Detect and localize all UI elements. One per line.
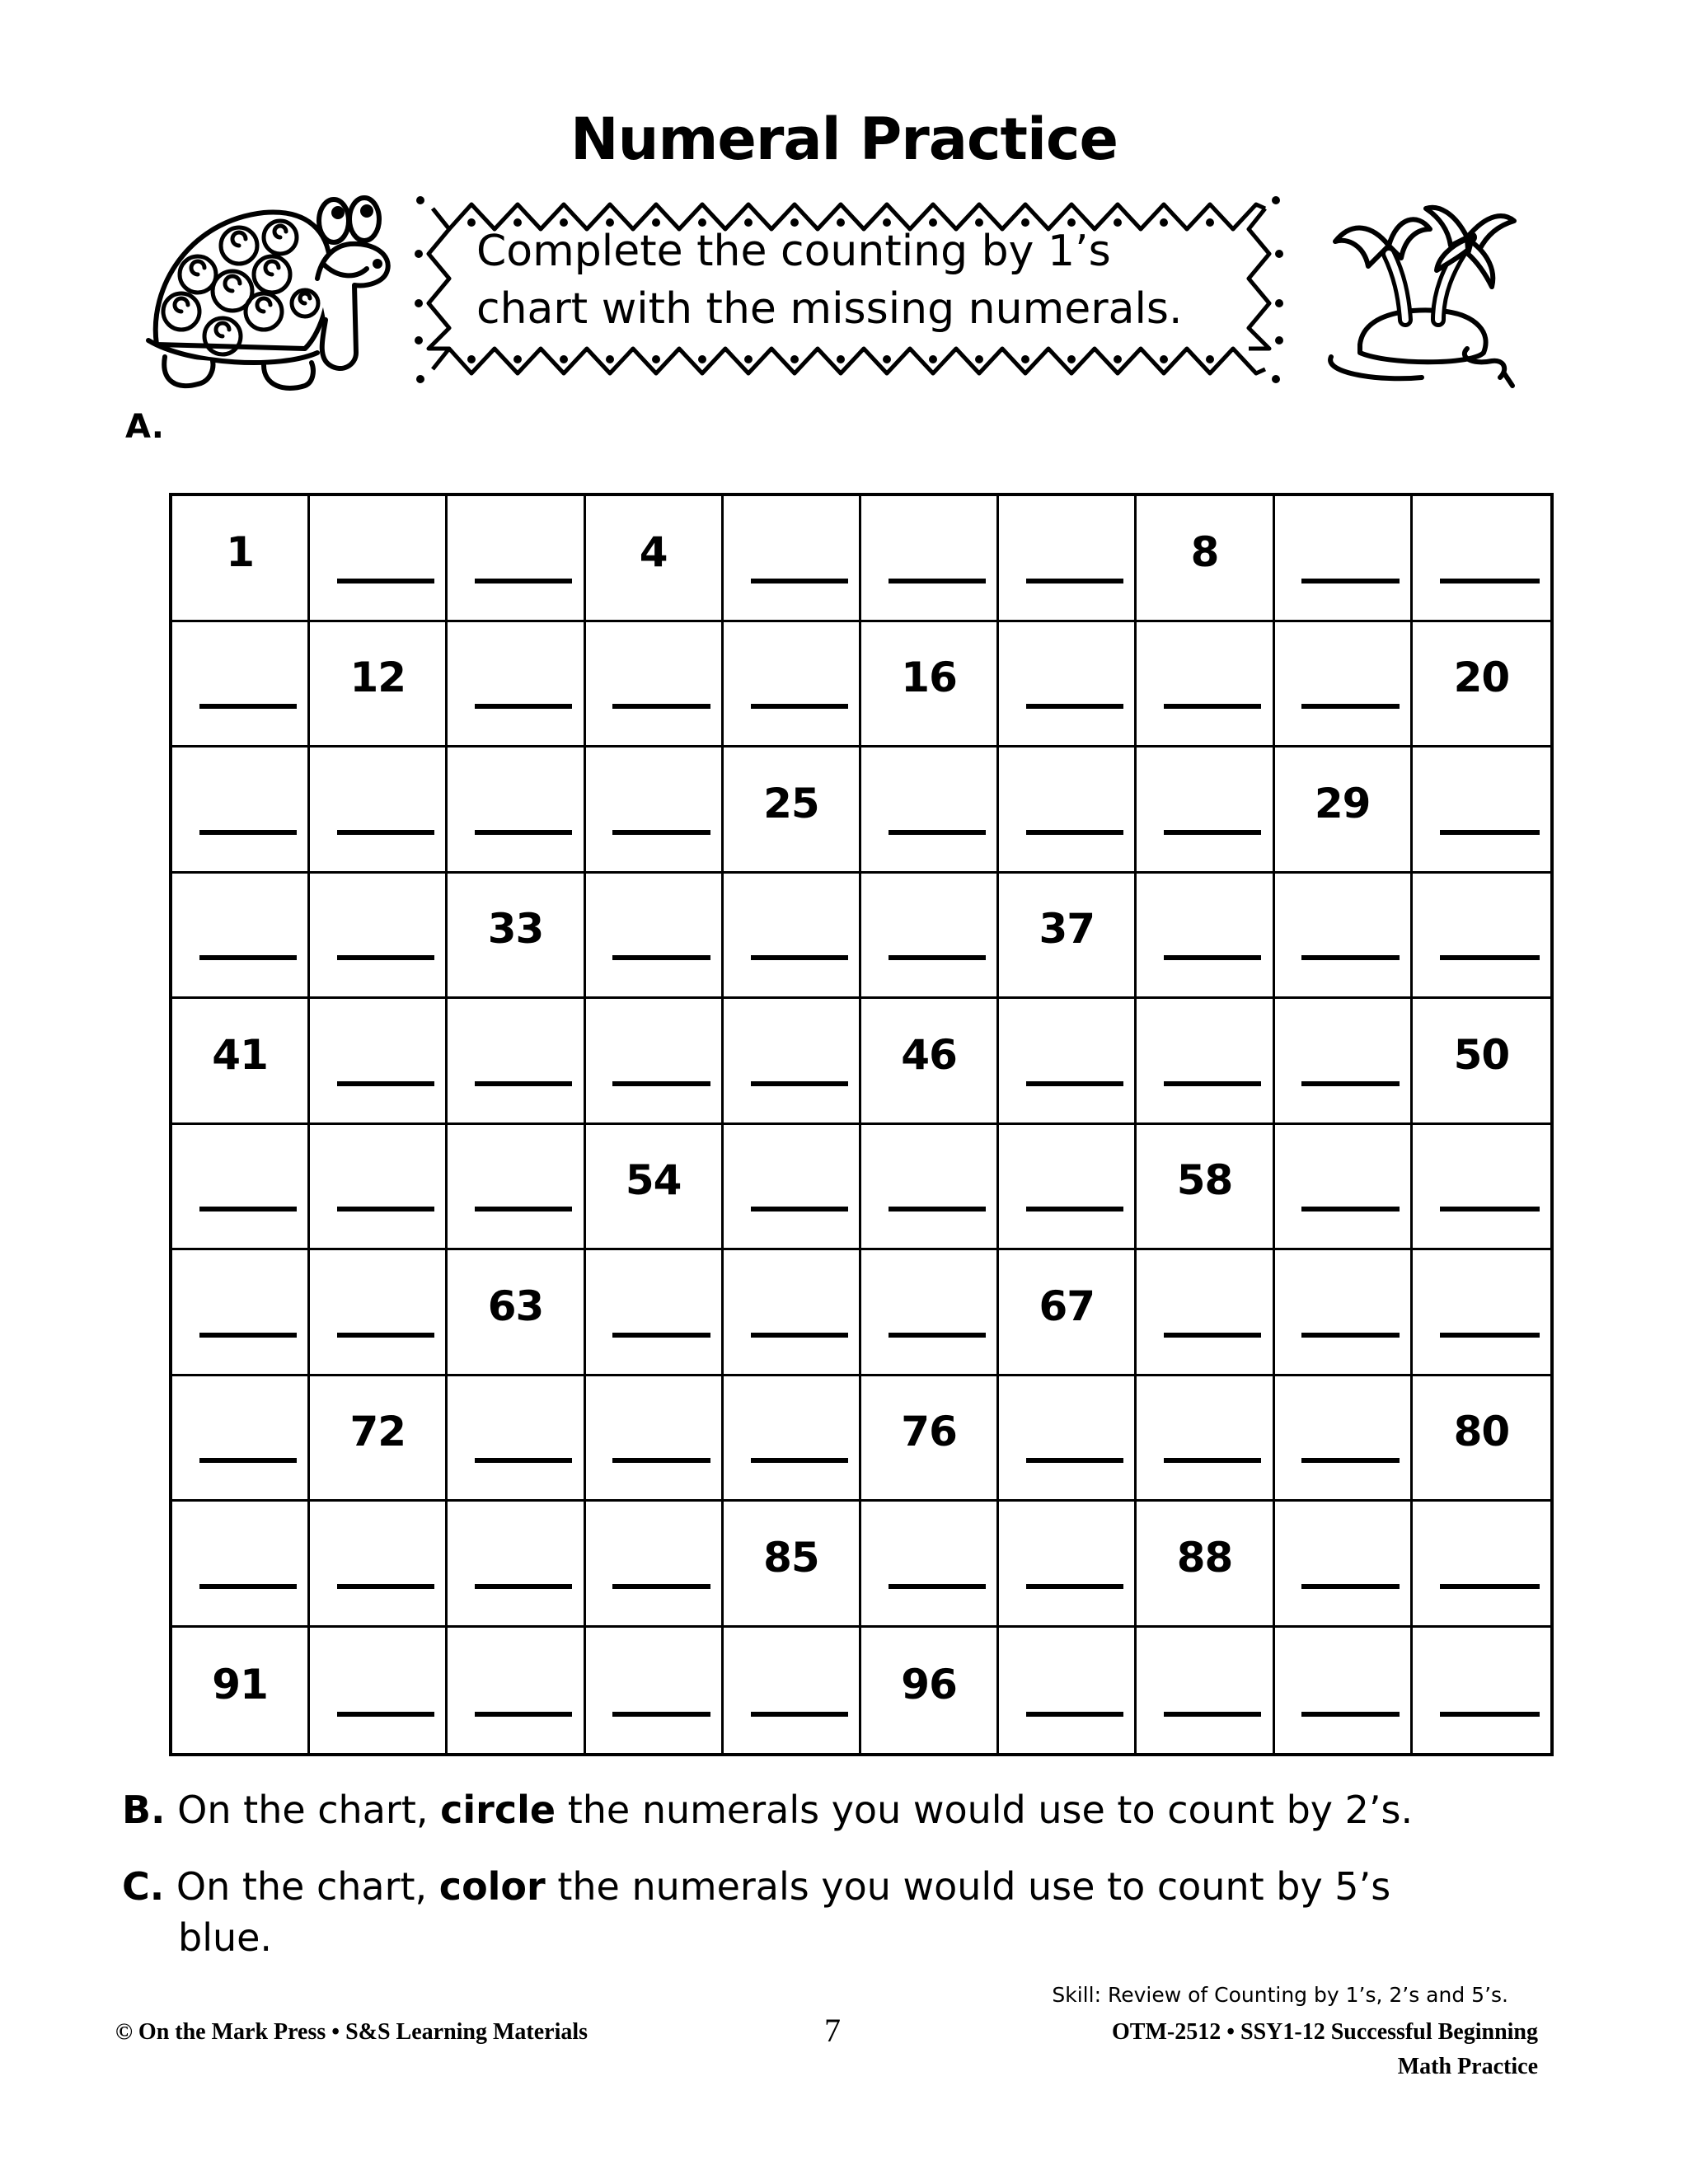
answer-blank[interactable] <box>612 1081 710 1086</box>
answer-blank[interactable] <box>1026 579 1123 583</box>
given-numeral: 46 <box>901 1030 957 1079</box>
chart-cell <box>448 874 585 1000</box>
answer-blank[interactable] <box>1301 1081 1399 1086</box>
chart-cell[interactable] <box>1275 496 1413 622</box>
answer-blank[interactable] <box>751 1712 848 1717</box>
chart-cell <box>172 496 310 622</box>
chart-cell[interactable] <box>448 622 585 748</box>
chart-cell[interactable] <box>310 1125 448 1251</box>
chart-cell[interactable] <box>724 496 861 622</box>
given-numeral: 54 <box>625 1156 682 1205</box>
given-numeral: 50 <box>1453 1030 1510 1079</box>
skill-note: Skill: Review of Counting by 1’s, 2’s and 5’s. <box>1052 1983 1508 2007</box>
chart-cell[interactable] <box>1137 1376 1274 1502</box>
answer-blank[interactable] <box>199 1584 297 1589</box>
chart-cell[interactable] <box>172 1125 310 1251</box>
banner-text <box>476 223 1183 338</box>
answer-blank[interactable] <box>199 1207 297 1212</box>
given-numeral: 1 <box>226 527 254 576</box>
instruction-b-bold: circle <box>440 1788 556 1832</box>
answer-blank[interactable] <box>475 579 572 583</box>
instruction-banner <box>412 188 1286 390</box>
chart-cell[interactable] <box>1413 1628 1550 1754</box>
answer-blank[interactable] <box>1164 704 1261 709</box>
chart-cell[interactable] <box>1413 1502 1550 1628</box>
given-numeral: 20 <box>1453 654 1510 702</box>
answer-blank[interactable] <box>337 1207 434 1212</box>
palm-island-icon <box>1306 188 1517 390</box>
chart-cell[interactable] <box>999 1376 1137 1502</box>
chart-cell[interactable] <box>1413 1250 1550 1376</box>
chart-cell <box>1137 1502 1274 1628</box>
chart-cell <box>1413 622 1550 748</box>
answer-blank[interactable] <box>1301 1584 1399 1589</box>
chart-cell[interactable] <box>1275 1250 1413 1376</box>
answer-blank[interactable] <box>612 704 710 709</box>
chart-cell <box>861 1628 999 1754</box>
given-numeral: 41 <box>212 1030 268 1079</box>
given-numeral: 12 <box>349 654 406 702</box>
instruction-c-continuation: blue. <box>178 1915 273 1960</box>
chart-cell[interactable] <box>172 622 310 748</box>
answer-blank[interactable] <box>889 579 986 583</box>
given-numeral: 58 <box>1176 1156 1233 1205</box>
chart-cell[interactable] <box>448 748 585 874</box>
answer-blank[interactable] <box>612 1712 710 1717</box>
answer-blank[interactable] <box>1026 830 1123 835</box>
chart-cell[interactable] <box>172 874 310 1000</box>
chart-cell[interactable] <box>172 1502 310 1628</box>
chart-cell[interactable] <box>1275 874 1413 1000</box>
answer-blank[interactable] <box>337 830 434 835</box>
answer-blank[interactable] <box>1026 1584 1123 1589</box>
answer-blank[interactable] <box>889 1333 986 1338</box>
chart-cell[interactable] <box>1413 748 1550 874</box>
answer-blank[interactable] <box>475 830 572 835</box>
answer-blank[interactable] <box>1026 704 1123 709</box>
instruction-b-pre: On the chart, <box>177 1788 441 1832</box>
answer-blank[interactable] <box>337 955 434 960</box>
chart-cell <box>724 748 861 874</box>
answer-blank[interactable] <box>1164 1333 1261 1338</box>
chart-cell[interactable] <box>724 1250 861 1376</box>
chart-cell[interactable] <box>999 496 1137 622</box>
instruction-c-pre: On the chart, <box>176 1864 439 1909</box>
answer-blank[interactable] <box>612 1458 710 1463</box>
given-numeral: 80 <box>1453 1408 1510 1456</box>
chart-cell[interactable] <box>172 748 310 874</box>
answer-blank[interactable] <box>475 1584 572 1589</box>
answer-blank[interactable] <box>612 830 710 835</box>
chart-cell <box>1137 1125 1274 1251</box>
chart-cell[interactable] <box>448 1376 585 1502</box>
chart-cell[interactable] <box>861 1502 999 1628</box>
page-title: Numeral Practice <box>570 105 1118 173</box>
answer-blank[interactable] <box>1440 955 1539 960</box>
chart-cell[interactable] <box>861 496 999 622</box>
product-line-2: Math Practice <box>1397 2054 1538 2079</box>
chart-cell <box>861 999 999 1125</box>
given-numeral: 8 <box>1190 527 1219 576</box>
chart-cell[interactable] <box>999 622 1137 748</box>
answer-blank[interactable] <box>1164 1712 1261 1717</box>
answer-blank[interactable] <box>1026 1712 1123 1717</box>
given-numeral: 85 <box>763 1533 819 1582</box>
chart-cell[interactable] <box>1137 874 1274 1000</box>
chart-cell[interactable] <box>999 999 1137 1125</box>
chart-cell[interactable] <box>310 748 448 874</box>
answer-blank[interactable] <box>1026 1207 1123 1212</box>
instruction-c-bold: color <box>438 1864 546 1909</box>
given-numeral: 25 <box>763 779 819 827</box>
chart-cell[interactable] <box>1413 496 1550 622</box>
counting-chart <box>169 493 1554 1756</box>
chart-cell[interactable] <box>310 1502 448 1628</box>
chart-cell[interactable] <box>448 999 585 1125</box>
given-numeral: 33 <box>487 905 544 954</box>
chart-cell[interactable] <box>724 999 861 1125</box>
chart-cell <box>172 999 310 1125</box>
chart-cell[interactable] <box>310 874 448 1000</box>
chart-cell <box>1413 1376 1550 1502</box>
chart-cell[interactable] <box>999 1125 1137 1251</box>
answer-blank[interactable] <box>751 1081 848 1086</box>
turtle-icon <box>140 188 412 402</box>
chart-cell[interactable] <box>1137 622 1274 748</box>
chart-cell[interactable] <box>1137 999 1274 1125</box>
chart-cell[interactable] <box>861 748 999 874</box>
instruction-c-label: C. <box>122 1864 165 1909</box>
chart-cell <box>448 1250 585 1376</box>
banner-line-1: Complete the counting by 1’s <box>476 227 1111 276</box>
chart-cell[interactable] <box>724 1125 861 1251</box>
chart-cell[interactable] <box>1275 999 1413 1125</box>
chart-cell[interactable] <box>861 1250 999 1376</box>
chart-cell[interactable] <box>310 496 448 622</box>
chart-cell[interactable] <box>999 1502 1137 1628</box>
chart-cell <box>861 1376 999 1502</box>
copyright: © On the Mark Press • S&S Learning Materials <box>115 2019 588 2045</box>
answer-blank[interactable] <box>889 1207 986 1212</box>
chart-cell[interactable] <box>586 1502 724 1628</box>
answer-blank[interactable] <box>1301 1712 1399 1717</box>
chart-cell[interactable] <box>1275 1628 1413 1754</box>
chart-cell[interactable] <box>310 1250 448 1376</box>
answer-blank[interactable] <box>199 830 297 835</box>
chart-cell <box>861 622 999 748</box>
answer-blank[interactable] <box>1164 1458 1261 1463</box>
answer-blank[interactable] <box>1440 1712 1539 1717</box>
answer-blank[interactable] <box>1440 579 1539 583</box>
chart-cell[interactable] <box>586 622 724 748</box>
answer-blank[interactable] <box>751 1333 848 1338</box>
answer-blank[interactable] <box>1440 1207 1539 1212</box>
chart-cell[interactable] <box>310 1628 448 1754</box>
answer-blank[interactable] <box>1301 1333 1399 1338</box>
chart-cell[interactable] <box>1137 748 1274 874</box>
chart-cell[interactable] <box>724 1628 861 1754</box>
answer-blank[interactable] <box>337 579 434 583</box>
answer-blank[interactable] <box>475 1458 572 1463</box>
answer-blank[interactable] <box>1301 1207 1399 1212</box>
answer-blank[interactable] <box>1301 579 1399 583</box>
banner-line-2: chart with the missing numerals. <box>476 284 1183 334</box>
answer-blank[interactable] <box>1164 955 1261 960</box>
given-numeral: 29 <box>1314 779 1371 827</box>
answer-blank[interactable] <box>612 1584 710 1589</box>
answer-blank[interactable] <box>199 704 297 709</box>
given-numeral: 76 <box>901 1408 957 1456</box>
chart-cell <box>310 622 448 748</box>
answer-blank[interactable] <box>751 704 848 709</box>
instruction-c <box>122 1861 1540 1963</box>
instruction-b <box>122 1784 1413 1835</box>
chart-cell[interactable] <box>861 874 999 1000</box>
answer-blank[interactable] <box>1026 1458 1123 1463</box>
given-numeral: 16 <box>901 654 957 702</box>
chart-cell <box>1137 496 1274 622</box>
chart-cell[interactable] <box>448 1125 585 1251</box>
chart-cell[interactable] <box>172 1250 310 1376</box>
given-numeral: 37 <box>1039 905 1095 954</box>
answer-blank[interactable] <box>612 955 710 960</box>
section-a-label: A. <box>125 408 164 446</box>
chart-cell <box>999 874 1137 1000</box>
answer-blank[interactable] <box>337 1081 434 1086</box>
answer-blank[interactable] <box>199 1458 297 1463</box>
chart-cell[interactable] <box>586 1628 724 1754</box>
chart-cell <box>586 496 724 622</box>
product-line-1: OTM-2512 • SSY1-12 Successful Beginning <box>1112 2019 1538 2045</box>
answer-blank[interactable] <box>337 1712 434 1717</box>
chart-cell <box>1413 999 1550 1125</box>
given-numeral: 4 <box>639 527 668 576</box>
chart-cell <box>586 1125 724 1251</box>
answer-blank[interactable] <box>337 1584 434 1589</box>
chart-cell[interactable] <box>1275 1376 1413 1502</box>
given-numeral: 88 <box>1176 1533 1233 1582</box>
given-numeral: 67 <box>1039 1282 1095 1330</box>
answer-blank[interactable] <box>889 830 986 835</box>
chart-cell[interactable] <box>448 496 585 622</box>
answer-blank[interactable] <box>199 955 297 960</box>
answer-blank[interactable] <box>751 1207 848 1212</box>
chart-cell[interactable] <box>999 1628 1137 1754</box>
chart-cell <box>172 1628 310 1754</box>
given-numeral: 91 <box>212 1660 268 1708</box>
answer-blank[interactable] <box>1164 830 1261 835</box>
chart-cell[interactable] <box>1413 1125 1550 1251</box>
answer-blank[interactable] <box>751 955 848 960</box>
answer-blank[interactable] <box>199 1333 297 1338</box>
instruction-b-post: the numerals you would use to count by 2’s. <box>556 1788 1414 1832</box>
instruction-b-label: B. <box>122 1788 166 1832</box>
chart-cell[interactable] <box>1275 1502 1413 1628</box>
chart-cell <box>310 1376 448 1502</box>
answer-blank[interactable] <box>1440 1584 1539 1589</box>
given-numeral: 63 <box>487 1282 544 1330</box>
answer-blank[interactable] <box>612 1333 710 1338</box>
chart-cell[interactable] <box>724 622 861 748</box>
answer-blank[interactable] <box>889 955 986 960</box>
answer-blank[interactable] <box>337 1333 434 1338</box>
chart-cell[interactable] <box>586 874 724 1000</box>
answer-blank[interactable] <box>475 1081 572 1086</box>
answer-blank[interactable] <box>1164 1081 1261 1086</box>
page-number: 7 <box>824 2012 841 2049</box>
instruction-c-post: the numerals you would use to count by 5’s <box>545 1864 1391 1909</box>
answer-blank[interactable] <box>751 579 848 583</box>
chart-cell[interactable] <box>1275 622 1413 748</box>
chart-cell[interactable] <box>724 1376 861 1502</box>
answer-blank[interactable] <box>475 704 572 709</box>
chart-cell <box>1275 748 1413 874</box>
chart-cell[interactable] <box>586 999 724 1125</box>
chart-cell[interactable] <box>999 748 1137 874</box>
chart-cell[interactable] <box>448 1502 585 1628</box>
chart-cell[interactable] <box>1137 1628 1274 1754</box>
chart-cell[interactable] <box>586 1376 724 1502</box>
chart-cell[interactable] <box>172 1376 310 1502</box>
answer-blank[interactable] <box>1301 955 1399 960</box>
chart-cell <box>724 1502 861 1628</box>
chart-cell[interactable] <box>1413 874 1550 1000</box>
answer-blank[interactable] <box>889 1584 986 1589</box>
chart-cell[interactable] <box>586 748 724 874</box>
chart-cell[interactable] <box>310 999 448 1125</box>
answer-blank[interactable] <box>751 1458 848 1463</box>
chart-cell[interactable] <box>724 874 861 1000</box>
answer-blank[interactable] <box>1440 1333 1539 1338</box>
answer-blank[interactable] <box>1026 1081 1123 1086</box>
chart-cell[interactable] <box>1137 1250 1274 1376</box>
given-numeral: 96 <box>901 1660 957 1708</box>
answer-blank[interactable] <box>1301 704 1399 709</box>
chart-cell[interactable] <box>861 1125 999 1251</box>
chart-cell[interactable] <box>448 1628 585 1754</box>
chart-cell[interactable] <box>586 1250 724 1376</box>
answer-blank[interactable] <box>475 1712 572 1717</box>
chart-cell[interactable] <box>1275 1125 1413 1251</box>
answer-blank[interactable] <box>475 1207 572 1212</box>
given-numeral: 72 <box>349 1408 406 1456</box>
chart-cell <box>999 1250 1137 1376</box>
answer-blank[interactable] <box>1440 830 1539 835</box>
product-code <box>1112 2015 1538 2084</box>
answer-blank[interactable] <box>1301 1458 1399 1463</box>
